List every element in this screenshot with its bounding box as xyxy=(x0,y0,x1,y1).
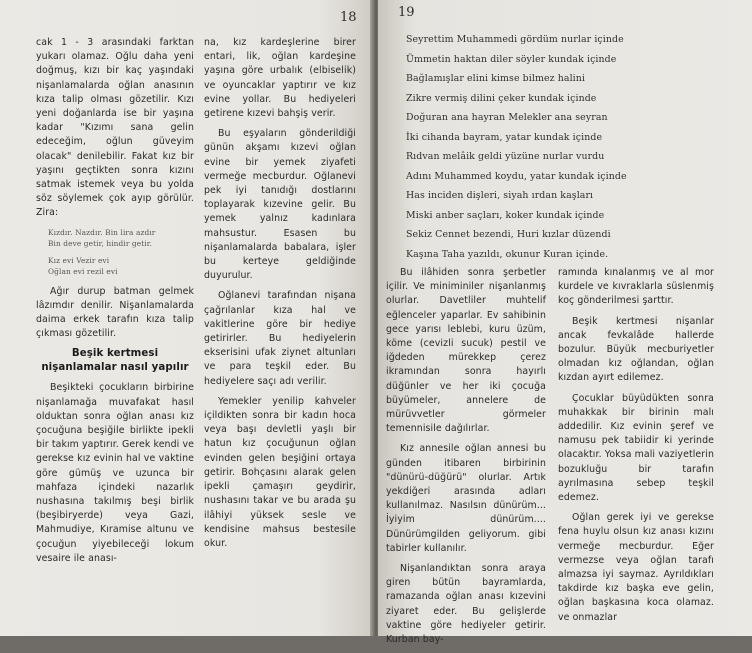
verse-line: Kaşına Taha yazıldı, okunur Kuran içinde. xyxy=(406,248,609,260)
saying-block xyxy=(48,227,194,277)
right-page-column-2 xyxy=(558,266,714,631)
paragraph: Beşikteki çocukların birbirine nişanlamağa muvafakat hasıl olduktan sonra oğlan anası kız çocuğuna beşiğile birlikte ipekli bir takım yaptırır. Gerek kendi ve gerekse kız evinin hal ve vaktine göre gümüş ve uzunca bir mahfaza içindeki nazarlık nushasına takılmış beşi birlik (beşibiryerde) veya Gazi, Mahmudiye, Kıramise altunu ve çocuğun yiyebileceği lokum vesaire ile anası- xyxy=(36,382,194,564)
saying-line: Bin deve getir, hindir getir. xyxy=(48,238,153,248)
saying-line: Kız evi Vezir evi xyxy=(48,255,110,265)
page-number-right: 19 xyxy=(398,5,415,20)
left-page-column-1 xyxy=(36,36,194,572)
right-page-column-1 xyxy=(386,266,546,653)
verse-line: Zikre vermiş dilini çeker kundak içinde xyxy=(406,92,597,104)
paragraph: ramında kınalanmış ve al mor kurdele ve kıvraklarla süslenmiş koç gönderilmesi şarttır. xyxy=(558,267,714,307)
paragraph: Yemekler yenilip kahveler içildikten sonra bir kadın hoca veya başı devletli yaşlı bir hatun kız çocuğunun oğlan evinden gelen beşiğini ortaya getirir. Bohçasını alarak gelen ipekli çamaşırı geydirir, nushasını takar ve bu arada şu ilâhiyi yüksek sesle ve kendisine mahsus bestesile okur. xyxy=(204,395,356,549)
left-page-column-2 xyxy=(204,36,356,557)
paragraph: na, kız kardeşlerine birer entari, lik, oğlan kardeşine yaşına göre urbalık (elbiselik) ve oyuncaklar yaptırır ve kız evine yollar. Bu hediyeleri getirene kızevi bahşiş verir. xyxy=(204,37,356,120)
verse-line: Rıdvan melâik geldi yüzüne nurlar vurdu xyxy=(406,151,605,162)
paragraph: Kız annesile oğlan annesi bu günden itibaren birbirinin "dünürü-düğürü" olurlar. Artık yekdiğeri arasında adları kullanılmaz. Nasılsın dünürüm... İyiyim dünürüm.... Dünürümgilden geliyorum. gibi tabirler kullanılır. xyxy=(386,443,546,554)
section-heading: Beşik kertmesi nişanlamalar nasıl yapılır xyxy=(41,348,189,374)
paragraph: Oğlanevi tarafından nişana çağrılanlar kıza hal ve vakitlerine göre bir hediye getirirler. Bu hediyelerin ekserisini ufak ziynet altunları ve para teşkil eder. Bu hediyelere saçı adı verilir. xyxy=(204,290,356,387)
verse-line: Sekiz Cennet bezendi, Huri kızlar düzendi xyxy=(406,229,611,240)
left-page xyxy=(0,0,374,636)
verse-line: Ümmetin haktan diler söyler kundak içinde xyxy=(406,53,617,65)
hymn-verse-block xyxy=(406,30,706,264)
verse-line: Has inciden dişleri, siyah ırdan kaşları xyxy=(406,190,594,201)
right-page xyxy=(378,0,752,646)
paragraph: Bu ilâhiden sonra şerbetler içilir. Ve miniminiler nişanlanmış olurlar. Davetliler muhtelif eğlenceler yaparlar. Ev sahibinin gece yarısı leblebi, kuru üzüm, köme (cevizli sucuk) pestil ve iğdeden mürekkep çerez ikramından sonra hayırlı düğünler ve her iki çocuğa büyümeler, annelere de mürüvvetler görmeler temennisile dağılırlar. xyxy=(386,267,546,435)
verse-line: Bağlamışlar elini kimse bilmez halini xyxy=(406,73,586,84)
paragraph: cak 1 - 3 arasındaki farktan yukarı olamaz. Oğlu daha yeni doğmuş, kızı bir kaç yaşındaki nişanlamalarda oğlan anasının kıza talip olması gözetilir. Kızı yeni doğanlarda ise bir yaşına kadar "Kızımı sana gelin edeceğim, oğlun güveyim olacak" denilebilir. Fakat kız bir yaşını geçtikten sonra kızını satmak istemek veya bu yolda söz söylemek çok ayıp görülür. Zira: xyxy=(36,37,194,219)
verse-line: Miski anber saçları, koker kundak içinde xyxy=(406,209,605,221)
saying-line: Oğlan evi rezil evi xyxy=(48,266,118,276)
paragraph: Nişanlandıktan sonra araya giren bütün bayramlarda, ramazanda oğlan anası kızevini ziyaret eder. Bu gelişlerde vaktine göre hediyeler getirir. Kurban bay- xyxy=(386,563,546,646)
verse-line: İki cihanda bayram, yatar kundak içinde xyxy=(406,131,603,143)
verse-line: Doğuran ana hayran Melekler ana seyran xyxy=(406,112,608,123)
paragraph: Oğlan gerek iyi ve gerekse fena huylu olsun kız anası kızını vermeğe mecburdur. Eğer vermezse veya oğlan tarafı almazsa iyi saymaz. Ayrıldıkları takdirde kız başka eve gelin, oğlan başkasına koca olamaz. ve onmazlar xyxy=(558,512,714,623)
verse-line: Adını Muhammed koydu, yatar kundak içinde xyxy=(406,170,627,182)
saying-line: Kızdır. Nazdır. Bin lira azdır xyxy=(48,227,156,237)
paragraph: Bu eşyaların gönderildiği günün akşamı kızevi oğlan evine bir yemek ziyafeti vermeğe mecburdur. Oğlanevi pek iyi tanıdığı dostlarını toplayarak kızevine gelir. Bu yemek yalnız kadınlara mahsustur. Esasen bu nişanlamalarda babalara, işler bu kerteye geldiğinde duyurulur. xyxy=(204,128,356,282)
page-number-left: 18 xyxy=(340,10,357,25)
verse-line: Seyrettim Muhammedi gördüm nurlar içinde xyxy=(406,34,624,45)
paragraph: Çocuklar büyüdükten sonra muhakkak bir birinin malı addedilir. Kız evinin şeref ve namusu pek tabiidir ki yerinde olacaktır. Yoksa mali vaziyetlerin bozukluğu bir tarafın ayrılmasına sebep teşkil edemez. xyxy=(558,392,714,504)
paragraph: Beşik kertmesi nişanlar ancak fevkalâde hallerde bozulur. Büyük mecburiyetler olmadan kız oğlandan, oğlan kızdan ayırt edilemez. xyxy=(558,315,714,384)
paragraph: Ağır durup batman gelmek lâzımdır denilir. Nişanlamalarda daima erkek tarafın kıza talip çıkması gözetilir. xyxy=(36,285,194,340)
